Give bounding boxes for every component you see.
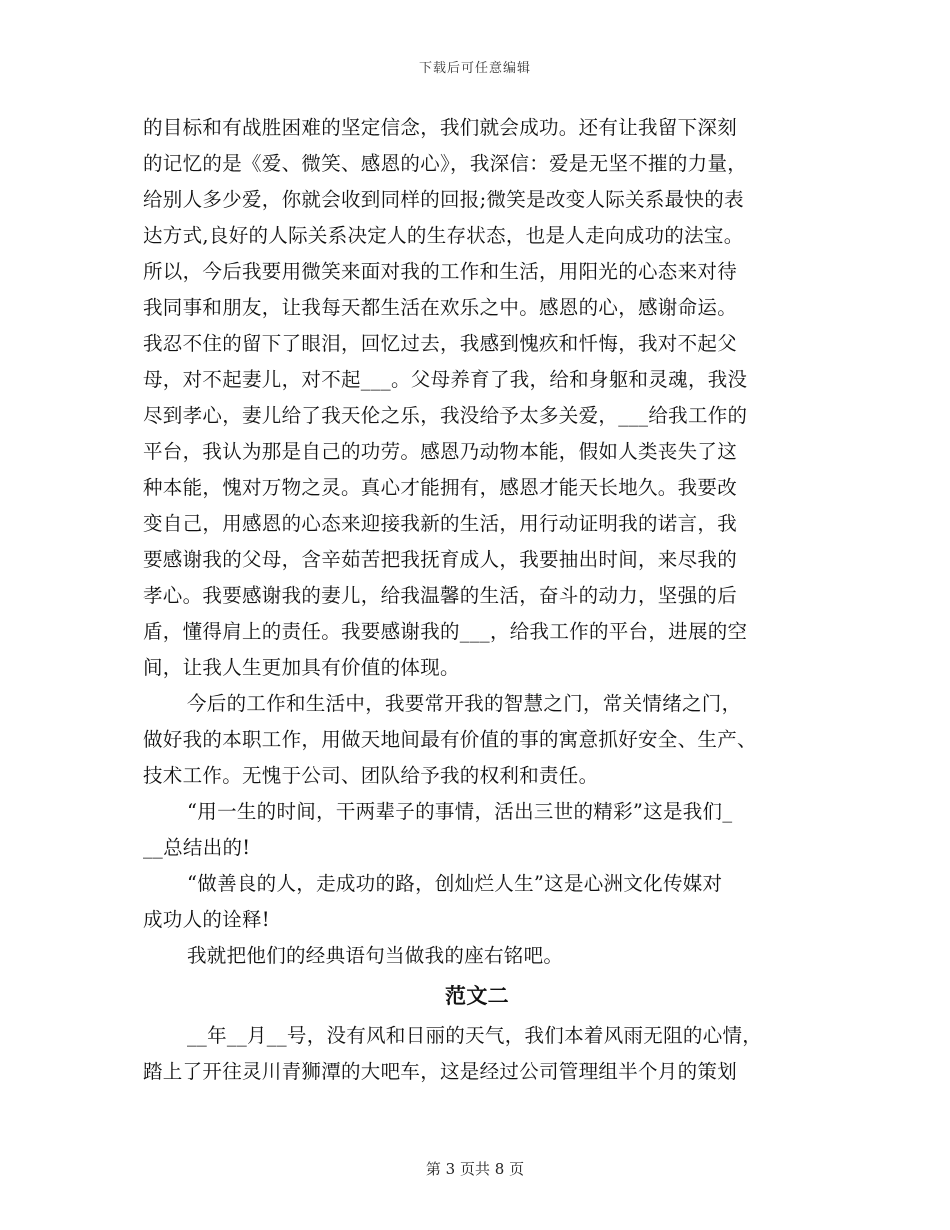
body-line: 我忍不住的留下了眼泪，回忆过去，我感到愧疚和忏悔，我对不起父: [143, 332, 738, 355]
body-line: 给别人多少爱，你就会收到同样的回报;微笑是改变人际关系最快的表: [143, 188, 744, 211]
body-line: 所以，今后我要用微笑来面对我的工作和生活，用阳光的心态来对待: [143, 260, 738, 283]
body-line: 做好我的本职工作，用做天地间最有价值的事的寓意抓好安全、生产、: [143, 728, 757, 751]
body-line: 孝心。我要感谢我的妻儿，给我温馨的生活，奋斗的动力，坚强的后: [143, 584, 738, 607]
body-line: 的记忆的是《爱、微笑、感恩的心》，我深信：爱是无坚不摧的力量，: [143, 152, 748, 175]
body-line: 要感谢我的父母，含辛茹苦把我抚育成人，我要抽出时间，来尽我的: [143, 548, 738, 571]
paragraph-first-line: __年__月__号，没有风和日丽的天气，我们本着风雨无阻的心情，: [187, 1024, 763, 1047]
paragraph-first-line: 今后的工作和生活中，我要常开我的智慧之门，常关情绪之门，: [187, 692, 742, 715]
body-line: 尽到孝心，妻儿给了我天伦之乐，我没给予太多关爱，___给我工作的: [143, 404, 748, 427]
body-line: 成功人的诠释!: [143, 908, 270, 931]
body-line: 种本能，愧对万物之灵。真心才能拥有，感恩才能天长地久。我要改: [143, 476, 738, 499]
body-line: 间，让我人生更加具有价值的体现。: [143, 656, 460, 679]
body-line: 平台，我认为那是自己的功劳。感恩乃动物本能，假如人类丧失了这: [143, 440, 738, 463]
section-heading: 范文二: [445, 983, 509, 1008]
body-line: 盾，懂得肩上的责任。我要感谢我的___，给我工作的平台，进展的空: [143, 620, 748, 643]
paragraph-first-line: 我就把他们的经典语句当做我的座右铭吧。: [187, 944, 564, 967]
body-line: 的目标和有战胜困难的坚定信念，我们就会成功。还有让我留下深刻: [143, 116, 738, 139]
page-header-note: 下载后可任意编辑: [418, 61, 531, 76]
document-body: [143, 110, 811, 1090]
body-line: 技术工作。无愧于公司、团队给予我的权利和责任。: [143, 764, 599, 787]
body-line: 达方式,良好的人际关系决定人的生存状态，也是人走向成功的法宝。: [143, 224, 744, 247]
body-line: 踏上了开往灵川青狮潭的大吧车，这是经过公司管理组半个月的策划: [143, 1060, 738, 1083]
body-line: 我同事和朋友，让我每天都生活在欢乐之中。感恩的心，感谢命运。: [143, 296, 738, 319]
paragraph-first-line: “做善良的人，走成功的路，创灿烂人生”这是心洲文化传媒对: [187, 872, 723, 895]
body-line: 变自己，用感恩的心态来迎接我新的生活，用行动证明我的诺言，我: [143, 512, 738, 535]
body-line: __总结出的!: [143, 836, 251, 859]
body-line: 母，对不起妻儿，对不起___。父母养育了我，给和身躯和灵魂，我没: [143, 368, 748, 391]
page-number: 第 3 页共 8 页: [425, 1160, 525, 1178]
paragraph-first-line: “用一生的时间，干两辈子的事情，活出三世的精彩”这是我们_: [187, 800, 733, 823]
